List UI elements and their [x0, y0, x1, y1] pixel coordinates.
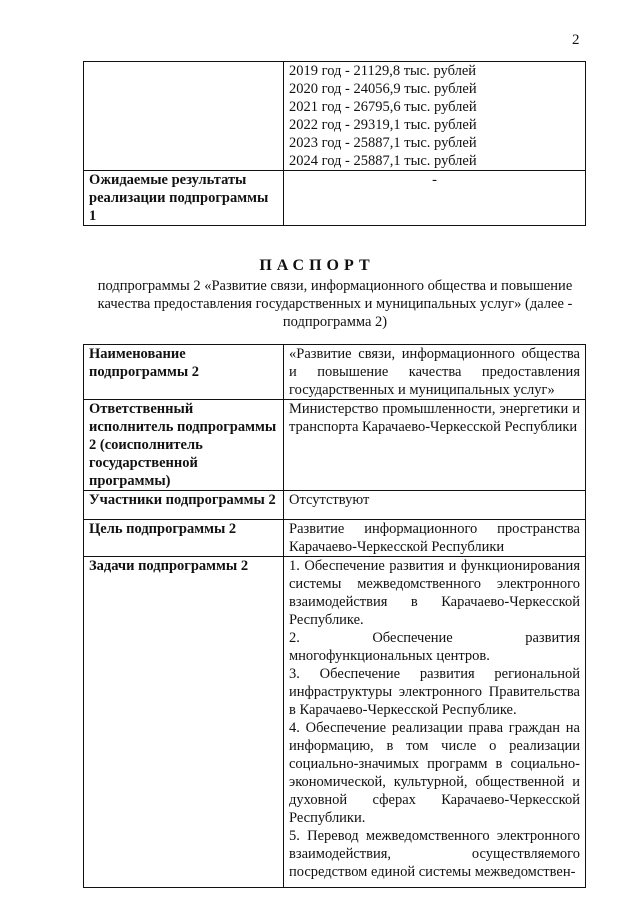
funding-row [84, 62, 586, 171]
row-value: Министерство промышленности, энергетики и транспорта Карачаево-Черкесской Республики [284, 400, 586, 491]
row-label: Наименование подпрограммы 2 [84, 345, 284, 400]
table-row [84, 520, 586, 557]
table-row [84, 345, 586, 400]
table-row [84, 557, 586, 888]
row-label: Задачи подпрограммы 2 [84, 557, 284, 888]
row-value: Развитие информационного пространства Карачаево-Черкесской Республики [284, 520, 586, 557]
passport-title: ПАСПОРТ [259, 257, 375, 274]
passport-table [83, 344, 586, 888]
row-value: «Развитие связи, информационного общества и повышение качества предоставления государственных и муниципальных услуг» [284, 345, 586, 400]
row-label: Участники подпрограммы 2 [84, 491, 284, 520]
table-row [84, 400, 586, 491]
results-row [84, 171, 586, 226]
table-row [84, 491, 586, 520]
results-label: Ожидаемые результаты реализации подпрограммы 1 [84, 171, 284, 226]
row-value: Отсутствуют [284, 491, 586, 520]
empty-label-cell [84, 62, 284, 171]
row-value: 1. Обеспечение развития и функционирования системы межведомственного электронного взаимодействия в Карачаево-Черкесской Республике. 2. Обеспечение развития многофункциональных центров. 3. Обеспечение развития региональной инфраструктуры электронного Правительства в Карачаево-Черкесской Республике. 4. Обеспечение реализации права граждан на информацию, в том числе о реализации социально-значимых программ в социально-экономической, культурной, общественной и духовной сферах Карачаево-Черкесской Республики. 5. Перевод межведомственного электронного взаимодействия, осуществляемого посредством единой системы межведомствен- [289, 558, 580, 880]
funding-values: 2019 год - 21129,8 тыс. рублей 2020 год - 24056,9 тыс. рублей 2021 год - 26795,6 тыс. рублей 2022 год - 29319,1 тыс. рублей 2023 год - 25887,1 тыс. рублей 2024 год - 25887,1 тыс. рублей [284, 62, 586, 171]
funding-table [83, 61, 586, 226]
row-label: Цель подпрограммы 2 [84, 520, 284, 557]
page-number: 2 [572, 32, 580, 48]
results-value: - [284, 171, 586, 226]
row-value-cell [284, 557, 586, 888]
passport-subtitle: подпрограммы 2 «Развитие связи, информационного общества и повышение качества предоставления государственных и муниципальных услуг» (далее - подпрограмма 2) [97, 278, 573, 330]
row-label: Ответственный исполнитель подпрограммы 2 (соисполнитель государственной программы) [84, 400, 284, 491]
